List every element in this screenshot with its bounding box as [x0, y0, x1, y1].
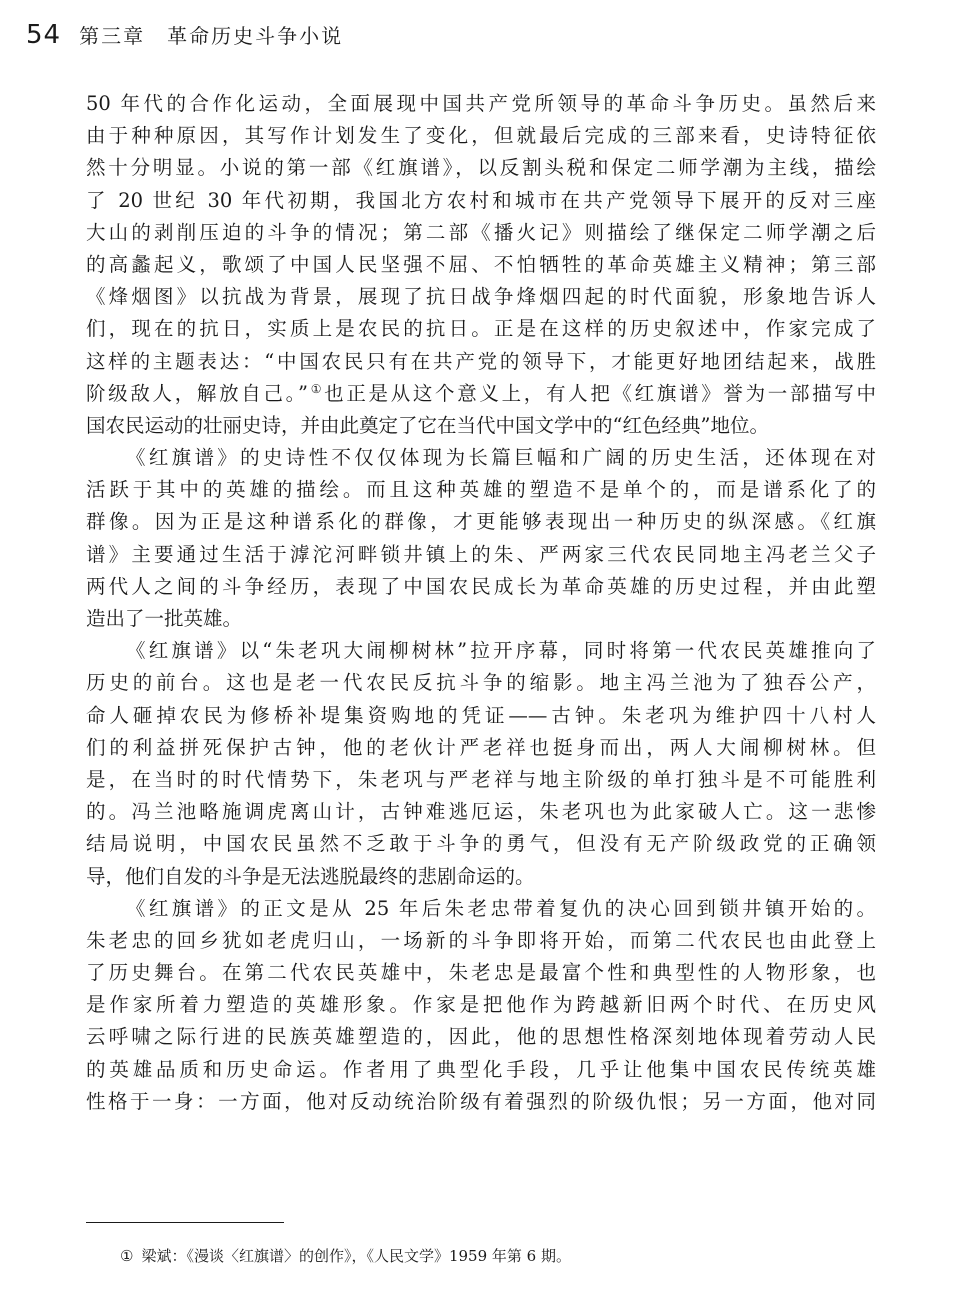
text-line: 由于种种原因，其写作计划发生了变化，但就最后完成的三部来看，史诗特征依 [86, 124, 876, 148]
text-segment: 也正是从这个意义上，有人把《红旗谱》誉为一部描写中 [324, 381, 876, 405]
text-line: 导，他们自发的斗争是无法逃脱最终的悲剧命运的。 [86, 864, 535, 888]
text-segment: 阶级敌人，解放自己。” [86, 381, 309, 405]
footnote-divider [86, 1222, 284, 1223]
footnote-reference[interactable]: ① [308, 381, 325, 396]
text-line: 造出了一批英雄。 [86, 607, 243, 630]
footnote [120, 1245, 571, 1266]
paragraph [86, 442, 876, 635]
paragraph [86, 893, 876, 1118]
text-line: 然十分明显。小说的第一部《红旗谱》，以反割头税和保定二师学潮为主线，描绘 [86, 156, 876, 180]
text-line: 历史的前台。这也是老一代农民反抗斗争的缩影。地主冯兰池为了独吞公产， [86, 671, 876, 695]
text-line: 命人砸掉农民为修桥补堤集资购地的凭证——古钟。朱老巩为维护四十八村人 [86, 703, 876, 727]
text-line: 群像。因为正是这种谱系化的群像，才更能够表现出一种历史的纵深感。《红旗 [86, 510, 876, 534]
text-line [86, 378, 876, 410]
text-line: 活跃于其中的英雄的描绘。而且这种英雄的塑造不是单个的，而是谱系化了的 [86, 478, 876, 502]
text-line: 的英雄品质和历史命运。作者用了典型化手段，几乎让他集中国农民传统英雄 [86, 1057, 876, 1081]
footnote-text: 梁斌：《漫谈〈红旗谱〉的创作》，《人民文学》1959 年第 6 期。 [141, 1247, 571, 1265]
text-line: 们的利益拼死保护古钟，他的老伙计严老祥也挺身而出，两人大闹柳树林。但 [86, 735, 876, 759]
page-number: 54 [26, 20, 62, 50]
text-line: 朱老忠的回乡犹如老虎归山，一场新的斗争即将开始，而第二代农民也由此登上 [86, 928, 876, 952]
text-line: 了历史舞台。在第二代农民英雄中，朱老忠是最富个性和典型性的人物形象，也 [86, 961, 876, 985]
text-line: 大山的剥削压迫的斗争的情况；第二部《播火记》则描绘了继保定二师学潮之后 [86, 220, 876, 244]
text-line: 性格于一身：一方面，他对反动统治阶级有着强烈的阶级仇恨；另一方面，他对同 [86, 1089, 876, 1113]
text-line: 国农民运动的壮丽史诗，并由此奠定了它在当代中国文学中的“红色经典”地位。 [86, 413, 769, 437]
text-line: 两代人之间的斗争经历，表现了中国农民成长为革命英雄的历史过程，并由此塑 [86, 574, 876, 598]
text-line: 们，现在的抗日，实质上是农民的抗日。正是在这样的历史叙述中，作家完成了 [86, 317, 876, 341]
footnote-marker: ① [120, 1247, 134, 1265]
chapter-title: 革命历史斗争小说 [167, 24, 344, 48]
text-line: 《红旗谱》的史诗性不仅仅体现为长篇巨幅和广阔的历史生活，还体现在对 [126, 446, 876, 470]
text-line: 50 年代的合作化运动，全面展现中国共产党所领导的革命斗争历史。虽然后来 [86, 92, 876, 115]
running-header [26, 20, 343, 56]
text-line: 《红旗谱》以“朱老巩大闹柳树林”拉开序幕，同时将第一代农民英雄推向了 [126, 639, 876, 663]
text-line: 这样的主题表达：“中国农民只有在共产党的领导下，才能更好地团结起来，战胜 [86, 349, 876, 373]
text-line: 谱》主要通过生活于滹沱河畔锁井镇上的朱、严两家三代农民同地主冯老兰父子 [86, 542, 876, 566]
text-line: 《烽烟图》以抗战为背景，展现了抗日战争烽烟四起的时代面貌，形象地告诉人 [86, 285, 876, 309]
text-line: 是作家所着力塑造的英雄形象。作家是把他作为跨越新旧两个时代、在历史风 [86, 993, 876, 1017]
text-line: 是，在当时的时代情势下，朱老巩与严老祥与地主阶级的单打独斗是不可能胜利 [86, 767, 876, 791]
text-line: 《红旗谱》的正文是从 25 年后朱老忠带着复仇的决心回到锁井镇开始的。 [126, 896, 876, 920]
text-line: 的。冯兰池略施调虎离山计，古钟难逃厄运，朱老巩也为此家破人亡。这一悲惨 [86, 800, 876, 824]
chapter-number: 第三章 [79, 24, 146, 48]
text-line: 的高蠡起义，歌颂了中国人民坚强不屈、不怕牺牲的革命英雄主义精神；第三部 [86, 252, 876, 276]
text-line: 了 20 世纪 30 年代初期，我国北方农村和城市在共产党领导下展开的反对三座 [86, 188, 876, 212]
paragraph [86, 88, 876, 442]
paragraph [86, 635, 876, 893]
text-line: 云呼啸之际行进的民族英雄塑造的，因此，他的思想性格深刻地体现着劳动人民 [86, 1025, 876, 1049]
text-line: 结局说明，中国农民虽然不乏敢于斗争的勇气，但没有无产阶级政党的正确领 [86, 832, 876, 856]
body-text [86, 88, 876, 1118]
chapter-label [79, 20, 343, 49]
